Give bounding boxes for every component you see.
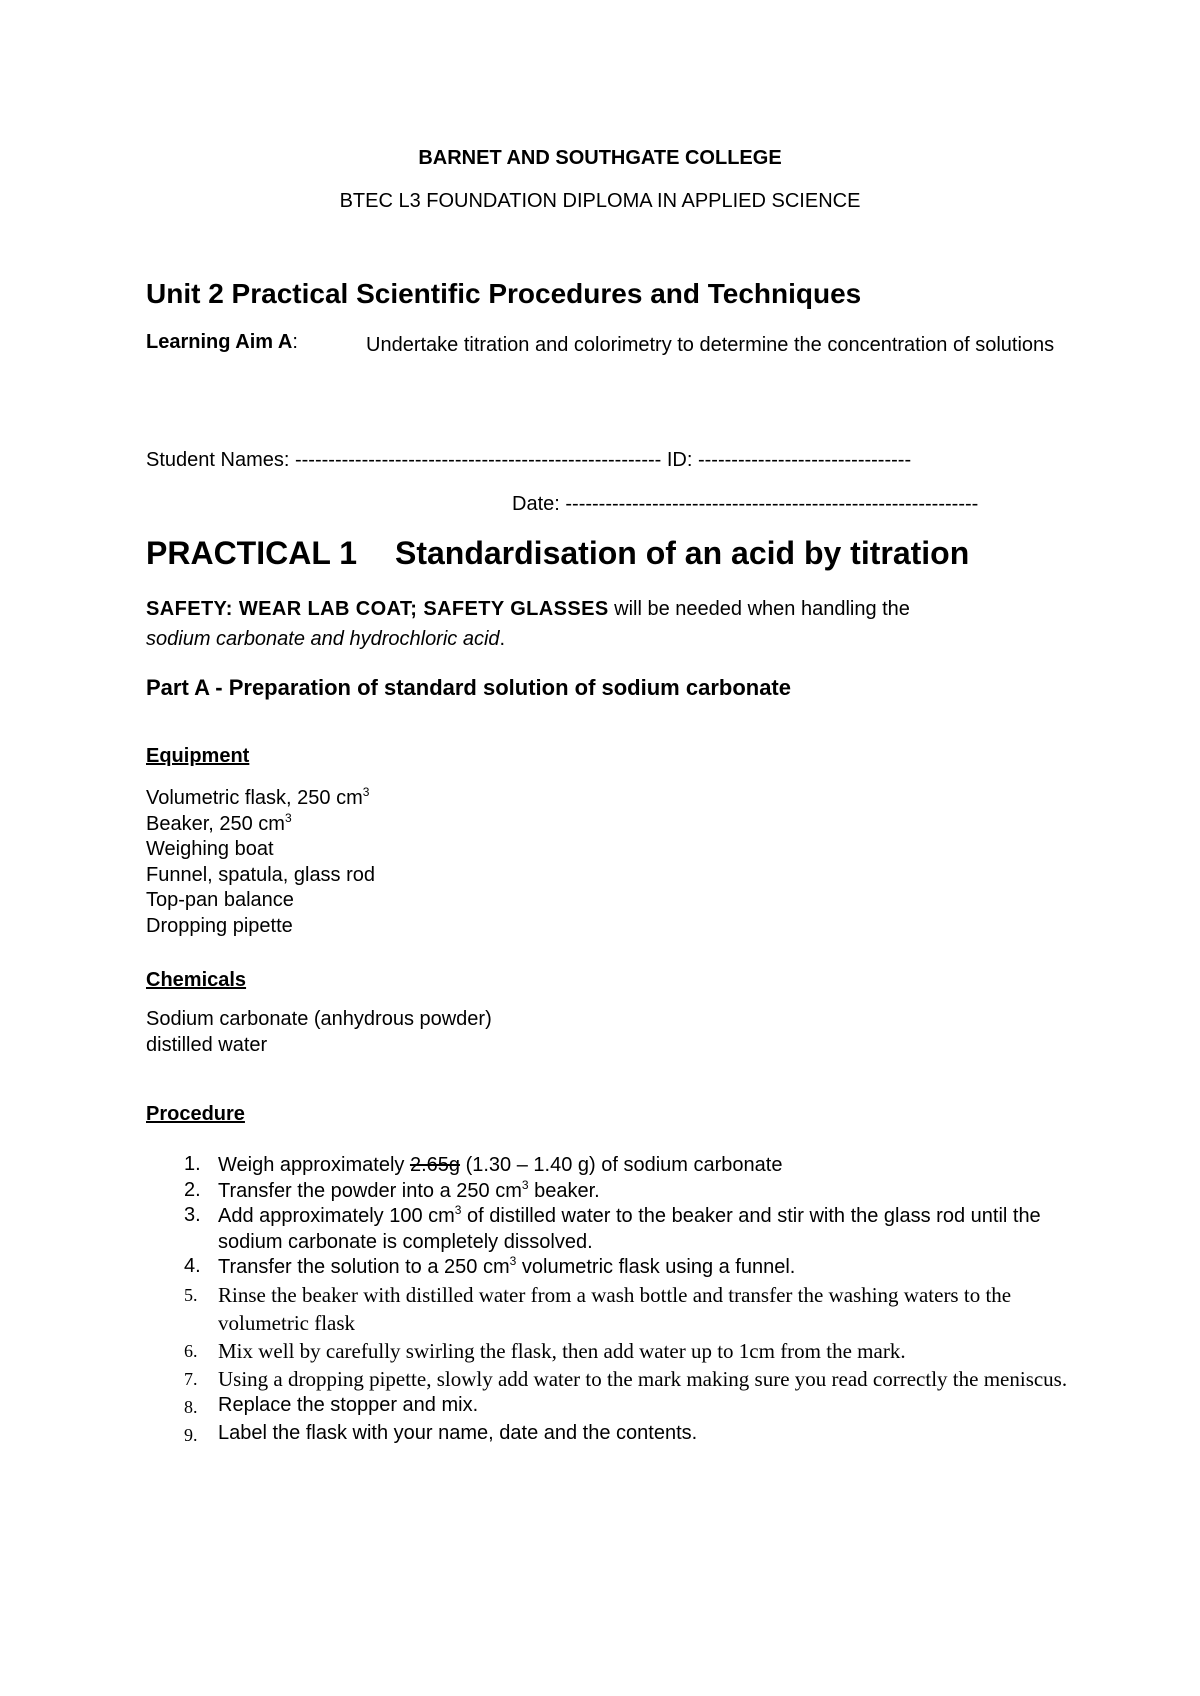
chemicals-heading: Chemicals — [146, 969, 247, 991]
procedure-step: 4. Transfer the solution to a 250 $cm^3$ volumetric flask using a funnel. — [184, 1254, 796, 1278]
practical-title — [146, 535, 969, 572]
list-item: Top-pan balance — [146, 889, 294, 911]
procedure-step: 8. Replace the stopper and mix. — [146, 1393, 1076, 1421]
date-label: Date: — [512, 493, 560, 515]
practical-number: PRACTICAL 1 — [146, 535, 357, 571]
practical-name: Standardisation of an acid by titration — [394, 535, 970, 571]
date-row — [512, 493, 978, 516]
safety-text: will be needed when handling the — [608, 598, 910, 620]
list-item: Funnel, spatula, glass rod — [146, 863, 376, 886]
college-name: BARNET AND SOUTHGATE COLLEGE — [418, 147, 782, 169]
safety-end: . — [499, 628, 506, 650]
learning-aim-label — [146, 331, 298, 354]
procedure-step: 3. Add approximately 100 $cm^3$ of distilled water to the beaker and stir with the glass rod until the sodium carbonate is completely dissolved. — [184, 1203, 1041, 1253]
list-item: Beaker, 250 $cm^3$ — [146, 810, 292, 835]
list-item: Weighing boat — [146, 838, 274, 860]
list-item: Sodium carbonate (anhydrous powder) — [146, 1008, 492, 1030]
chemicals-list — [146, 1007, 492, 1058]
procedure-heading: Procedure — [146, 1103, 245, 1125]
student-id-field[interactable]: -------------------------------- — [697, 449, 912, 471]
procedure-step: 1. Weigh approximately 2.65g (1.30 – 1.40 g) of sodium carbonate — [184, 1153, 783, 1176]
step-number: 8. — [184, 1396, 198, 1417]
step-number: 4. — [184, 1255, 201, 1277]
step-number: 1. — [184, 1153, 201, 1175]
safety-bold: SAFETY: WEAR LAB COAT; SAFETY GLASSES — [146, 598, 609, 620]
part-a-title: Part A - Preparation of standard solution of sodium carbonate — [146, 675, 791, 700]
step-number: 9. — [184, 1424, 198, 1445]
procedure-step: 2. Transfer the powder into a 250 $cm^3$ beaker. — [184, 1177, 600, 1202]
step-number: 2. — [184, 1178, 201, 1201]
learning-aim-label-text: Learning Aim A — [146, 331, 293, 353]
procedure-step: 7. Using a dropping pipette, slowly add water to the mark making sure you read correctly the meniscus. — [184, 1366, 1068, 1391]
unit-title: Unit 2 Practical Scientific Procedures and Techniques — [146, 278, 862, 309]
list-item: Dropping pipette — [146, 914, 293, 937]
step-number: 3. — [184, 1204, 201, 1226]
student-names-row — [146, 449, 911, 472]
equipment-list — [146, 786, 375, 939]
struck-value: 2.65g — [409, 1154, 461, 1176]
course-title: BTEC L3 FOUNDATION DIPLOMA IN APPLIED SCIENCE — [339, 190, 861, 212]
equipment-heading: Equipment — [146, 745, 250, 767]
step-number: 7. — [184, 1368, 198, 1389]
procedure-step: 5. Rinse the beaker with distilled water from a wash bottle and transfer the washing waters to the volumetric flask — [184, 1282, 1012, 1335]
safety-note — [146, 594, 1106, 654]
procedure-step: 9. Label the flask with your name, date and the contents. — [146, 1421, 1076, 1449]
student-names-field[interactable]: ------------------------------------------------------- — [294, 449, 662, 471]
student-id-label: ID: — [666, 449, 693, 471]
list-item: Volumetric flask, 250 $cm^3$ — [146, 785, 370, 809]
procedure-step: 6. Mix well by carefully swirling the flask, then add water up to 1cm from the mark. — [184, 1338, 906, 1363]
safety-italic: sodium carbonate and hydrochloric acid — [146, 628, 500, 650]
learning-aim-colon: : — [292, 331, 298, 353]
date-field[interactable]: -------------------------------------------------------------- — [565, 493, 979, 515]
learning-aim-text: Undertake titration and colorimetry to determine the concentration of solutions — [366, 334, 1055, 356]
step-number: 5. — [184, 1284, 198, 1305]
list-item: distilled water — [146, 1033, 268, 1056]
procedure-list — [146, 1153, 1076, 1449]
student-names-label: Student Names: — [146, 449, 290, 471]
step-number: 6. — [184, 1340, 198, 1361]
